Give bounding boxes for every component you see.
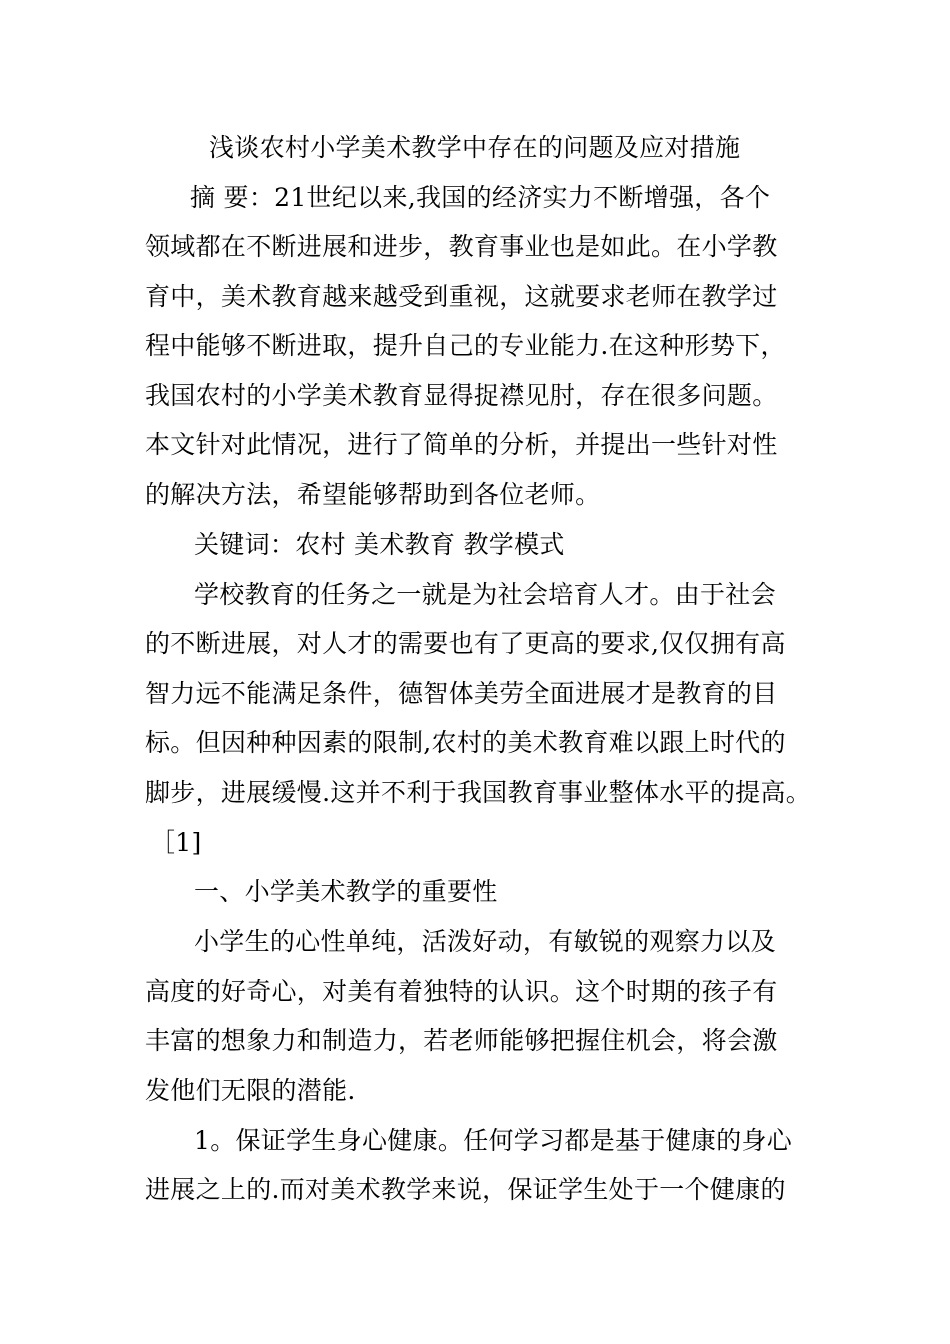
abstract-line-6: 本文针对此情况，进行了简单的分析，并提出一些针对性 [145,430,778,459]
abstract-line-4: 程中能够不断进取，提升自己的专业能力.在这种形势下， [145,331,786,360]
abstract-line-7: 的解决方法，希望能够帮助到各位老师。 [145,480,601,509]
abstract-line-3: 育中，美术教育越来越受到重视，这就要求老师在教学过 [145,282,778,311]
paragraph-2-line-3: 丰富的想象力和制造力，若老师能够把握住机会，将会激 [145,1026,778,1055]
paragraph-1-line-1: 学校教育的任务之一就是为社会培育人才。由于社会 [194,580,776,609]
footnote-reference: ［1] [150,828,202,857]
paragraph-2-line-1: 小学生的心性单纯，活泼好动，有敏锐的观察力以及 [194,927,776,956]
section-heading: 一、小学美术教学的重要性 [194,877,498,906]
paragraph-3-line-2: 进展之上的.而对美术教学来说，保证学生处于一个健康的 [145,1175,786,1204]
paragraph-1-line-3: 智力远不能满足条件，德智体美劳全面进展才是教育的目 [145,679,778,708]
paragraph-1-line-4: 标。但因种种因素的限制,农村的美术教育难以跟上时代的 [145,728,786,757]
paragraph-3-line-1: 1。保证学生身心健康。任何学习都是基于健康的身心 [194,1126,793,1155]
abstract-line-1: 摘 要：21世纪以来,我国的经济实力不断增强，各个 [190,183,771,212]
paragraph-2-line-4: 发他们无限的潜能. [145,1076,356,1105]
abstract-line-5: 我国农村的小学美术教育显得捉襟见肘，存在很多问题。 [145,381,778,410]
keywords-line: 关键词：农村 美术教育 教学模式 [194,530,565,559]
document-title: 浅谈农村小学美术教学中存在的问题及应对措施 [209,133,741,162]
paragraph-1-line-5: 脚步，进展缓慢.这并不利于我国教育事业整体水平的提高。 [145,778,812,807]
paragraph-2-line-2: 高度的好奇心，对美有着独特的认识。这个时期的孩子有 [145,977,778,1006]
paragraph-1-line-2: 的不断进展，对人才的需要也有了更高的要求,仅仅拥有高 [145,629,786,658]
abstract-line-2: 领域都在不断进展和进步，教育事业也是如此。在小学教 [145,232,778,261]
